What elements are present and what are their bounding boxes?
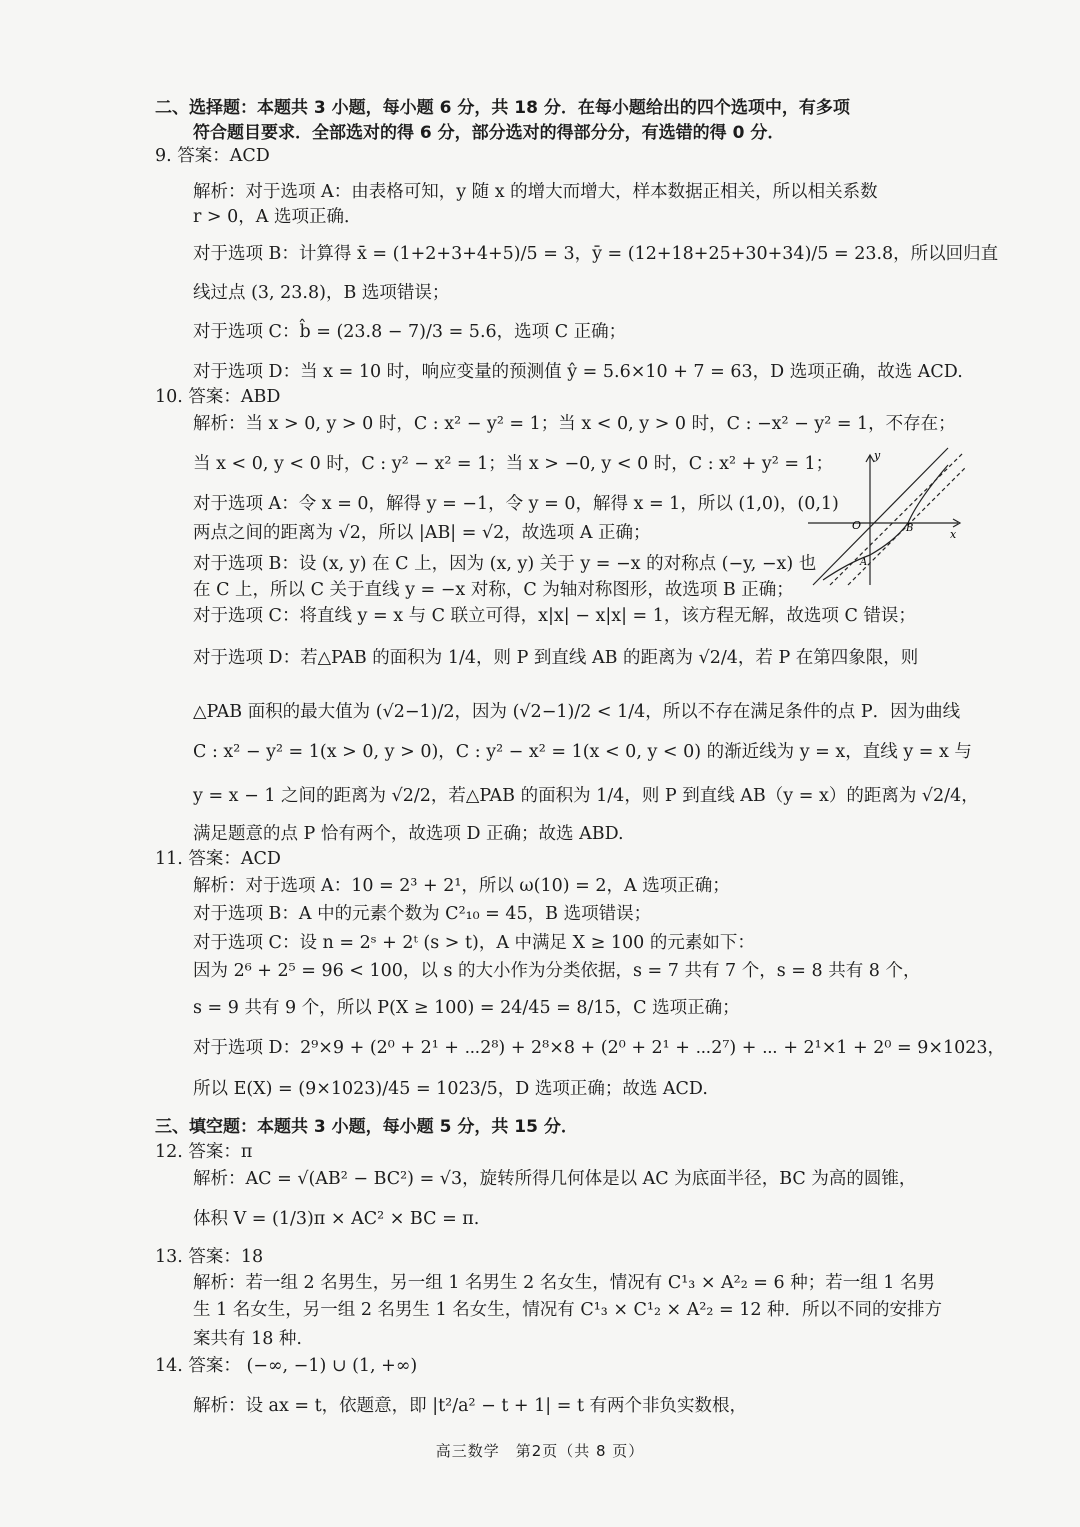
q11-line: s = 9 共有 9 个，所以 P(X ≥ 100) = 24/45 = 8/15，C 选项正确； bbox=[193, 998, 740, 1018]
q13-line: 解析：若一组 2 名男生，另一组 1 名男生 2 名女生，情况有 C¹₃ × A²₂ = 6 种；若一组 1 名男 bbox=[193, 1273, 935, 1293]
q13-line: 案共有 18 种. bbox=[193, 1329, 302, 1349]
q10-line: 对于选项 C：将直线 y = x 与 C 联立可得，x|x| − x|x| = 1，该方程无解，故选项 C 错误； bbox=[193, 606, 916, 626]
origin-label: O bbox=[852, 519, 862, 532]
q10-line: 解析：当 x > 0, y > 0 时，C : x² − y² = 1；当 x < 0, y > 0 时，C : −x² − y² = 1，不存在； bbox=[193, 414, 956, 434]
q12-answer: 12. 答案：π bbox=[155, 1142, 253, 1162]
q12-line: 解析：AC = √(AB² − BC²) = √3，旋转所得几何体是以 AC 为底面半径，BC 为高的圆锥， bbox=[193, 1169, 917, 1189]
q10-line: △PAB 面积的最大值为 (√2−1)/2，因为 (√2−1)/2 < 1/4，所以不存在满足条件的点 P．因为曲线 bbox=[193, 702, 961, 722]
y-axis-label: y bbox=[874, 449, 881, 462]
q9-line: 对于选项 D：当 x = 10 时，响应变量的预测值 ŷ = 5.6×10 + 7 = 63，D 选项正确，故选 ACD. bbox=[193, 362, 963, 382]
section-3-heading: 三、填空题：本题共 3 小题，每小题 5 分，共 15 分． bbox=[155, 1117, 578, 1137]
line-y-x-minus-1 bbox=[830, 453, 963, 585]
q11-line: 对于选项 C：设 n = 2ˢ + 2ᵗ (s > t)，A 中满足 X ≥ 100 的元素如下： bbox=[193, 933, 755, 953]
section-2-heading-line1: 二、选择题：本题共 3 小题，每小题 6 分，共 18 分．在每小题给出的四个选项中，有多项 bbox=[155, 98, 850, 118]
asymptote-line bbox=[813, 448, 948, 585]
q9-line: r > 0，A 选项正确． bbox=[193, 207, 362, 227]
q9-line: 线过点 (3, 23.8)，B 选项错误； bbox=[193, 283, 450, 303]
q11-line: 因为 2⁶ + 2⁵ = 96 < 100，以 s 的大小作为分类依据，s = 7 共有 7 个，s = 8 共有 8 个， bbox=[193, 961, 921, 981]
point-b-label: B bbox=[906, 523, 914, 534]
q9-line: 对于选项 C：b̂ = (23.8 − 7)/3 = 5.6，选项 C 正确； bbox=[193, 322, 627, 342]
curve-graph bbox=[808, 445, 968, 590]
q10-line: 满足题意的点 P 恰有两个，故选项 D 正确；故选 ABD. bbox=[193, 824, 624, 844]
q10-line: y = x − 1 之间的距离为 √2/2，若△PAB 的面积为 1/4，则 P 到直线 AB（y = x）的距离为 √2/4， bbox=[193, 786, 979, 806]
q10-line: 当 x < 0, y < 0 时，C : y² − x² = 1；当 x > −0, y < 0 时，C : x² + y² = 1； bbox=[193, 454, 834, 474]
q9-answer: 9. 答案：ACD bbox=[155, 146, 270, 166]
q11-line: 解析：对于选项 A：10 = 2³ + 2¹，所以 ω(10) = 2，A 选项正确； bbox=[193, 876, 730, 896]
q14-answer: 14. 答案： (−∞, −1) ∪ (1, +∞) bbox=[155, 1356, 418, 1376]
q10-line: 在 C 上，所以 C 关于直线 y = −x 对称，C 为轴对称图形，故选项 B 正确； bbox=[193, 580, 794, 600]
q11-line: 所以 E(X) = (9×1023)/45 = 1023/5，D 选项正确；故选 ACD. bbox=[193, 1079, 708, 1099]
q11-line: 对于选项 D：2⁹×9 + (2⁰ + 2¹ + ⋯2⁸) + 2⁸×8 + (2⁰ + 2¹ + ⋯2⁷) + ⋯ + 2¹×1 + 2⁰ = 9×1023， bbox=[193, 1038, 1006, 1058]
q10-line: C : x² − y² = 1(x > 0, y > 0)，C : y² − x² = 1(x < 0, y < 0) 的渐近线为 y = x，直线 y = x 与 bbox=[193, 742, 972, 762]
q9-line: 解析：对于选项 A：由表格可知，y 随 x 的增大而增大，样本数据正相关，所以相关系数 bbox=[193, 182, 878, 202]
q10-answer: 10. 答案：ABD bbox=[155, 387, 281, 407]
q10-line: 对于选项 D：若△PAB 的面积为 1/4，则 P 到直线 AB 的距离为 √2/4，若 P 在第四象限，则 bbox=[193, 648, 919, 668]
q10-line: 两点之间的距离为 √2，所以 |AB| = √2，故选项 A 正确； bbox=[193, 523, 651, 543]
q12-line: 体积 V = (1/3)π × AC² × BC = π. bbox=[193, 1209, 480, 1229]
q9-line: 对于选项 B：计算得 x̄ = (1+2+3+4+5)/5 = 3，ȳ = (12+18+25+30+34)/5 = 23.8，所以回归直 bbox=[193, 244, 999, 264]
q13-line: 生 1 名女生，另一组 2 名男生 1 名女生，情况有 C¹₃ × C¹₂ × A²₂ = 12 种．所以不同的安排方 bbox=[193, 1300, 943, 1320]
q10-line: 对于选项 B：设 (x, y) 在 C 上，因为 (x, y) 关于 y = −x 的对称点 (−y, −x) 也 bbox=[193, 554, 817, 574]
q10-line: 对于选项 A：令 x = 0，解得 y = −1，令 y = 0，解得 x = 1，所以 (1,0)，(0,1) bbox=[193, 494, 839, 514]
point-a-label: A bbox=[860, 557, 868, 568]
q11-line: 对于选项 B：A 中的元素个数为 C²₁₀ = 45，B 选项错误； bbox=[193, 904, 652, 924]
q13-answer: 13. 答案：18 bbox=[155, 1247, 264, 1267]
x-axis-label: x bbox=[950, 528, 957, 541]
section-2-heading-line2: 符合题目要求．全部选对的得 6 分，部分选对的得部分分，有选错的得 0 分． bbox=[193, 123, 785, 143]
page-footer: 高三数学 第2页（共 8 页） bbox=[435, 1442, 645, 1460]
q14-line: 解析：设 ax = t，依题意，即 |t²/a² − t + 1| = t 有两个非负实数根， bbox=[193, 1396, 748, 1416]
q11-answer: 11. 答案：ACD bbox=[155, 849, 281, 869]
